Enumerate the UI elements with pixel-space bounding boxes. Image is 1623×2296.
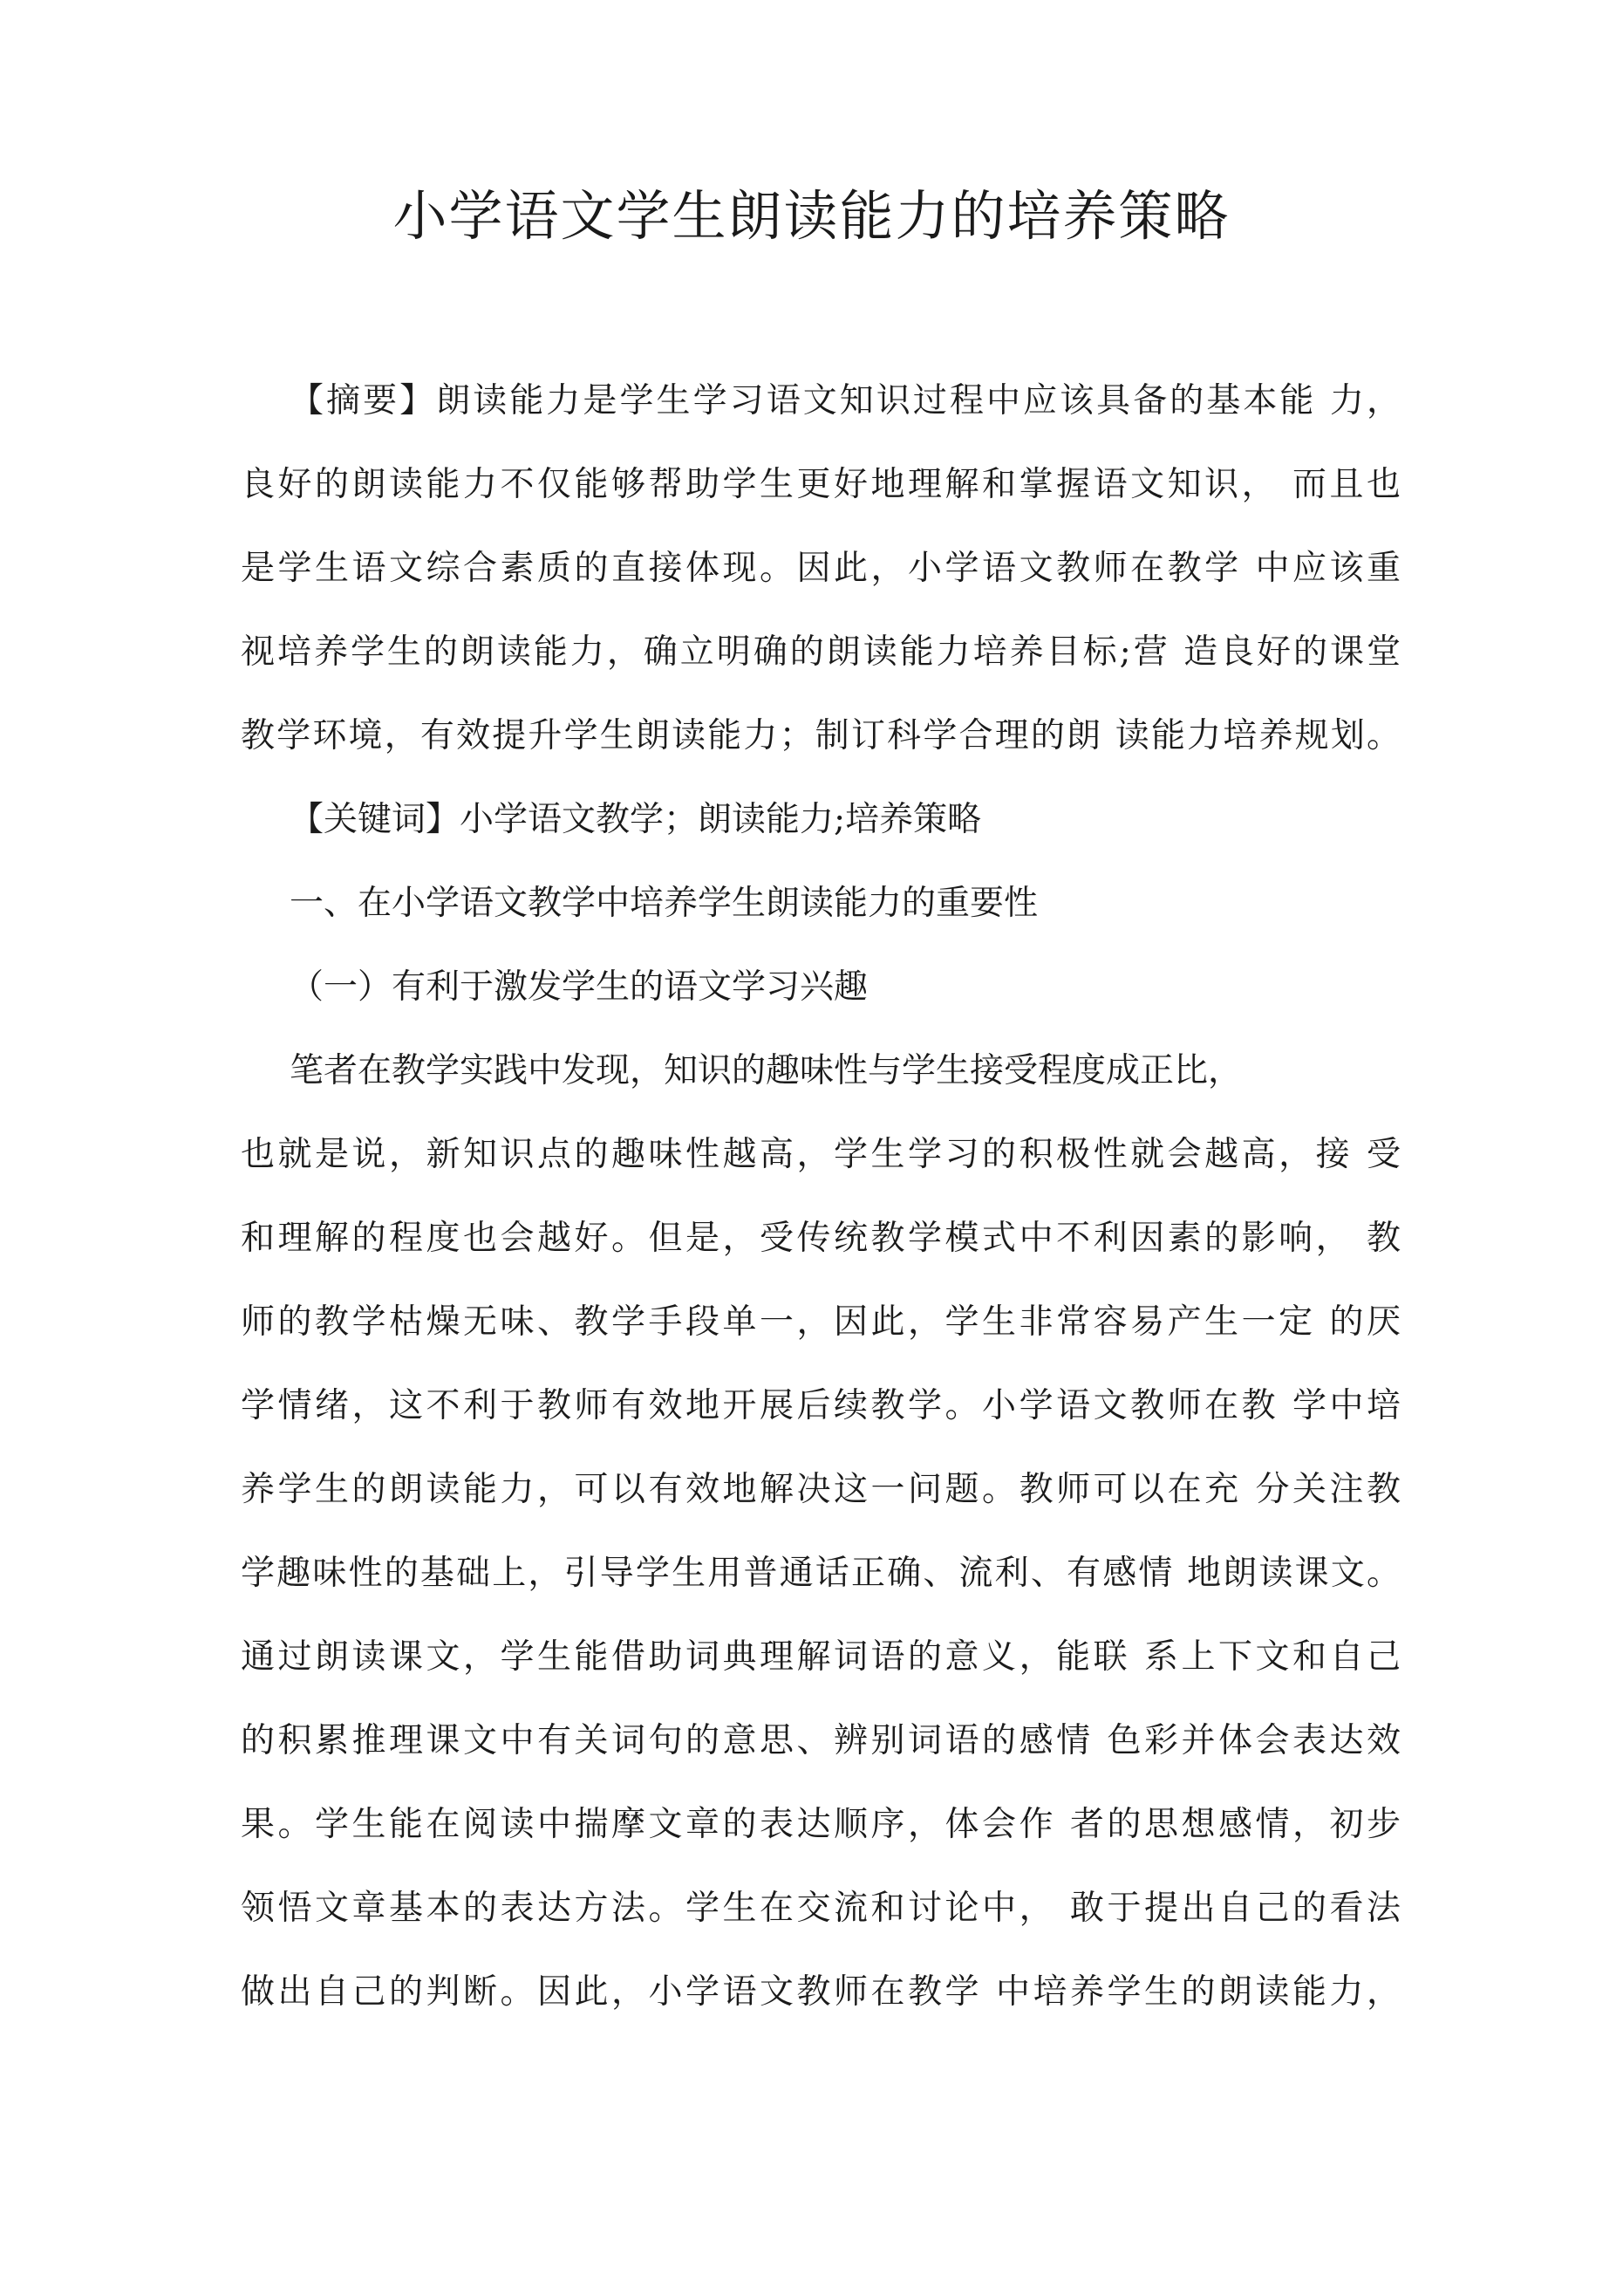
abstract-line: 良好的朗读能力不仅能够帮助学生更好地理解和掌握语文知识， 而且也 <box>241 465 1401 504</box>
body-line: 学趣味性的基础上，引导学生用普通话正确、流利、有感情 地朗读课文。 <box>241 1554 1401 1593</box>
abstract-line: 视培养学生的朗读能力，确立明确的朗读能力培养目标;营 造良好的课堂 <box>241 632 1401 672</box>
body-line: 师的教学枯燥无味、教学手段单一，因此，学生非常容易产生一定 的厌 <box>241 1302 1401 1342</box>
keywords-line: 【关键词】小学语文教学；朗读能力;培养策略 <box>290 800 982 839</box>
body-line: 也就是说，新知识点的趣味性越高，学生学习的积极性就会越高，接 受 <box>241 1135 1401 1174</box>
body-line: 和理解的程度也会越好。但是，受传统教学模式中不利因素的影响， 教 <box>241 1219 1401 1258</box>
abstract-line: 是学生语文综合素质的直接体现。因此，小学语文教师在教学 中应该重 <box>241 549 1401 588</box>
body-line: 养学生的朗读能力，可以有效地解决这一问题。教师可以在充 分关注教 <box>241 1470 1401 1509</box>
document-title: 小学语文学生朗读能力的培养策略 <box>392 184 1231 248</box>
body-line: 果。学生能在阅读中揣摩文章的表达顺序，体会作 者的思想感情，初步 <box>241 1805 1401 1844</box>
body-line: 通过朗读课文，学生能借助词典理解词语的意义，能联 系上下文和自己 <box>241 1637 1401 1677</box>
body-line: 做出自己的判断。因此，小学语文教师在教学 中培养学生的朗读能力， <box>241 1972 1401 2012</box>
body-line: 领悟文章基本的表达方法。学生在交流和讨论中， 敢于提出自己的看法 <box>241 1889 1401 1928</box>
body-line: 学情绪，这不利于教师有效地开展后续教学。小学语文教师在教 学中培 <box>241 1386 1401 1425</box>
abstract-line: 教学环境，有效提升学生朗读能力；制订科学合理的朗 读能力培养规划。 <box>241 716 1401 755</box>
section-heading: 一、在小学语文教学中培养学生朗读能力的重要性 <box>290 884 1039 923</box>
subsection-heading: （一）有利于激发学生的语文学习兴趣 <box>290 967 869 1007</box>
abstract-line: 【摘要】朗读能力是学生学习语文知识过程中应该具备的基本能 力， <box>290 381 1401 420</box>
body-line: 的积累推理课文中有关词句的意思、辨别词语的感情 色彩并体会表达效 <box>241 1721 1401 1760</box>
body-line: 笔者在教学实践中发现，知识的趣味性与学生接受程度成正比， <box>290 1051 1243 1090</box>
